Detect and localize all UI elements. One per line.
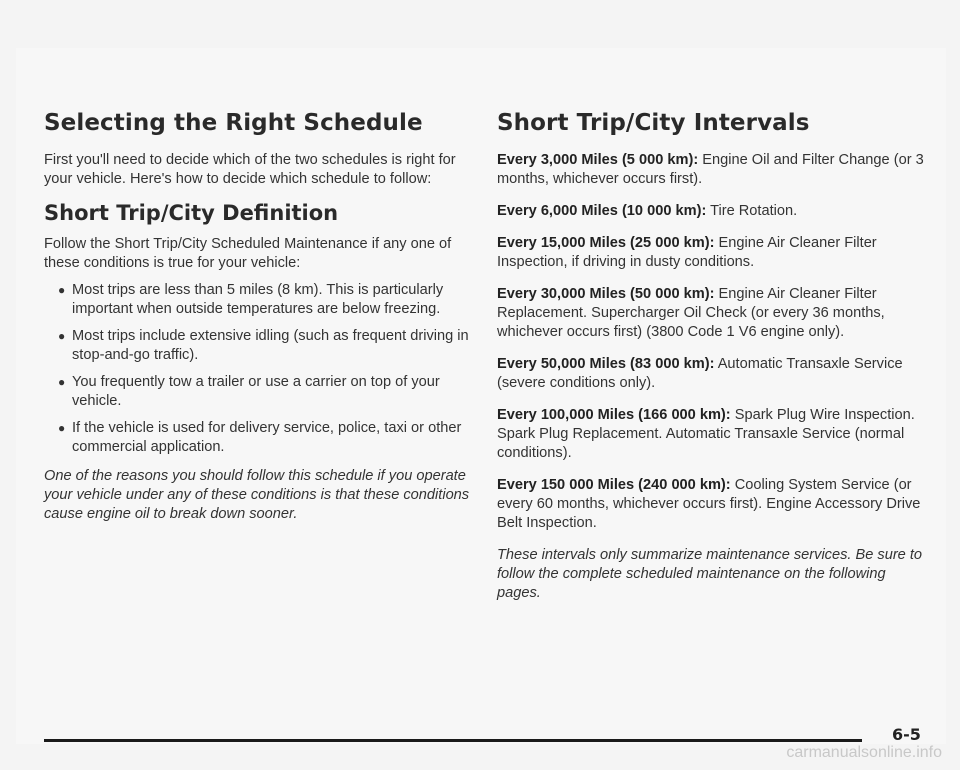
section-title: Selecting the Right Schedule — [44, 110, 423, 136]
watermark-text: carmanualsonline.info — [786, 744, 942, 761]
interval-item: Every 50,000 Miles (83 000 km): Automatic Transaxle Service (severe conditions only). — [497, 356, 903, 391]
intro-paragraph: First you'll need to decide which of the two schedules is right for your vehicle. Here's how to decide which schedule to follow: — [44, 152, 456, 187]
right-column — [497, 110, 927, 603]
interval-item: Every 150 000 Miles (240 000 km): Cooling System Service (or every 60 months, whichever occurs first). Engine Accessory Drive Belt Inspection. — [497, 477, 921, 531]
bullet-icon: ● — [58, 375, 66, 389]
interval-item: Every 6,000 Miles (10 000 km): Tire Rotation. — [497, 203, 798, 219]
list-item: ● If the vehicle is used for delivery service, police, taxi or other commercial application. — [58, 420, 462, 455]
list-item: ● You frequently tow a trailer or use a carrier on top of your vehicle. — [58, 374, 440, 409]
note-paragraph: One of the reasons you should follow this schedule if you operate your vehicle under any of these conditions is that these conditions cause engine oil to break down sooner. — [44, 468, 470, 522]
interval-item: Every 3,000 Miles (5 000 km): Engine Oil and Filter Change (or 3 months, whichever occurs first). — [497, 152, 924, 187]
left-column — [44, 110, 484, 524]
bullet-icon: ● — [58, 283, 66, 297]
bullet-icon: ● — [58, 421, 66, 435]
intervals-title: Short Trip/City Intervals — [497, 110, 810, 136]
conditions-list — [44, 281, 484, 457]
subsection-title: Short Trip/City Definition — [44, 201, 339, 225]
page-number: 6-5 — [892, 725, 921, 744]
list-item: ● Most trips are less than 5 miles (8 km). This is particularly important when outside temperatures are below freezing. — [58, 282, 444, 317]
interval-item: Every 100,000 Miles (166 000 km): Spark Plug Wire Inspection. Spark Plug Replacement. Automatic Transaxle Service (normal conditions). — [497, 407, 915, 461]
interval-item: Every 15,000 Miles (25 000 km): Engine Air Cleaner Filter Inspection, if driving in dusty conditions. — [497, 235, 877, 270]
list-item: ● Most trips include extensive idling (such as frequent driving in stop-and-go traffic). — [58, 328, 469, 363]
intervals-note: These intervals only summarize maintenance services. Be sure to follow the complete scheduled maintenance on the following pages. — [497, 547, 923, 601]
manual-page — [16, 48, 946, 744]
footer-rule — [44, 739, 862, 742]
definition-intro: Follow the Short Trip/City Scheduled Maintenance if any one of these conditions is true for your vehicle: — [44, 236, 452, 271]
bullet-icon: ● — [58, 329, 66, 343]
interval-item: Every 30,000 Miles (50 000 km): Engine Air Cleaner Filter Replacement. Supercharger Oil Check (or every 36 months, whichever occurs first) (3800 Code 1 V6 engine only). — [497, 286, 885, 340]
